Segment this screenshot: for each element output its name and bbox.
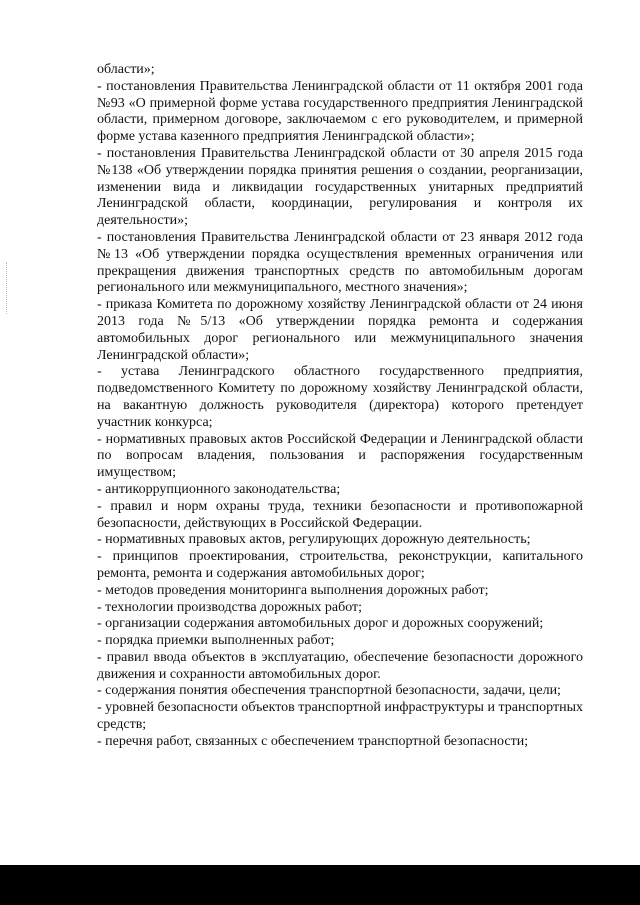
scan-artifact — [6, 262, 9, 314]
paragraph-10: - нормативных правовых актов, регулирующих дорожную деятельность; — [97, 532, 531, 548]
paragraph-4: - постановления Правительства Ленинградской области от 23 января 2012 года №13 «Об утверждении порядка осуществления временных ограничения или прекращения движения транспортных средств по автомобильным дорогам регионального или межмуниципального, местного значения»; — [97, 229, 583, 296]
paragraph-17: - содержания понятия обеспечения транспортной безопасности, задачи, цели; — [97, 683, 561, 699]
paragraph-19: - перечня работ, связанных с обеспечением транспортной безопасности; — [97, 733, 529, 749]
document-body — [97, 62, 583, 751]
paragraph-7: - нормативных правовых актов Российской Федерации и Ленинградской области по вопросам владения, пользования и распоряжения государственным имуществом; — [97, 431, 583, 481]
paragraph-18: - уровней безопасности объектов транспортной инфраструктуры и транспортных средств; — [97, 700, 583, 733]
paragraph-14: - организации содержания автомобильных дорог и дорожных сооружений; — [97, 616, 544, 632]
paragraph-8: - антикоррупционного законодательства; — [97, 481, 341, 497]
paragraph-11: - принципов проектирования, строительства, реконструкции, капитального ремонта, ремонта и содержания автомобильных дорог; — [97, 549, 583, 581]
paragraph-1: области»; — [97, 62, 155, 77]
paragraph-6: - устава Ленинградского областного государственного предприятия, подведомственного Комитету по дорожному хозяйству Ленинградской области, на вакантную должность руководителя (директора) которого претендует участник конкурса; — [97, 364, 583, 430]
paragraph-2: - постановления Правительства Ленинградской области от 11 октября 2001 года №93 «О примерной форме устава государственного предприятия Ленинградской области, примерном договоре, заключаемом с его руководителем, и примерной форме устава казенного предприятия Ленинградской области»; — [97, 78, 583, 145]
paragraph-16: - правил ввода объектов в эксплуатацию, обеспечение безопасности дорожного движения и сохранности автомобильных дорог. — [97, 649, 583, 682]
paragraph-15: - порядка приемки выполненных работ; — [97, 633, 335, 649]
paragraph-9: - правил и норм охраны труда, техники безопасности и противопожарной безопасности, действующих в Российской Федерации. — [97, 498, 583, 531]
paragraph-5: - приказа Комитета по дорожному хозяйству Ленинградской области от 24 июня 2013 года №5/13 «Об утверждении порядка ремонта и содержания автомобильных дорог регионального или межмуниципального значения Ленинградской области»; — [97, 297, 583, 363]
paragraph-3: - постановления Правительства Ленинградской области от 30 апреля 2015 года №138 «Об утверждении порядка принятия решения о создании, реорганизации, изменении вида и ликвидации государственных унитарных предприятий Ленинградской области, координации, регулирования и контроля их деятельности»; — [97, 145, 583, 229]
paragraph-12: - методов проведения мониторинга выполнения дорожных работ; — [97, 582, 489, 598]
paragraph-13: - технологии производства дорожных работ; — [97, 599, 363, 615]
scan-bottom-border — [0, 865, 640, 905]
